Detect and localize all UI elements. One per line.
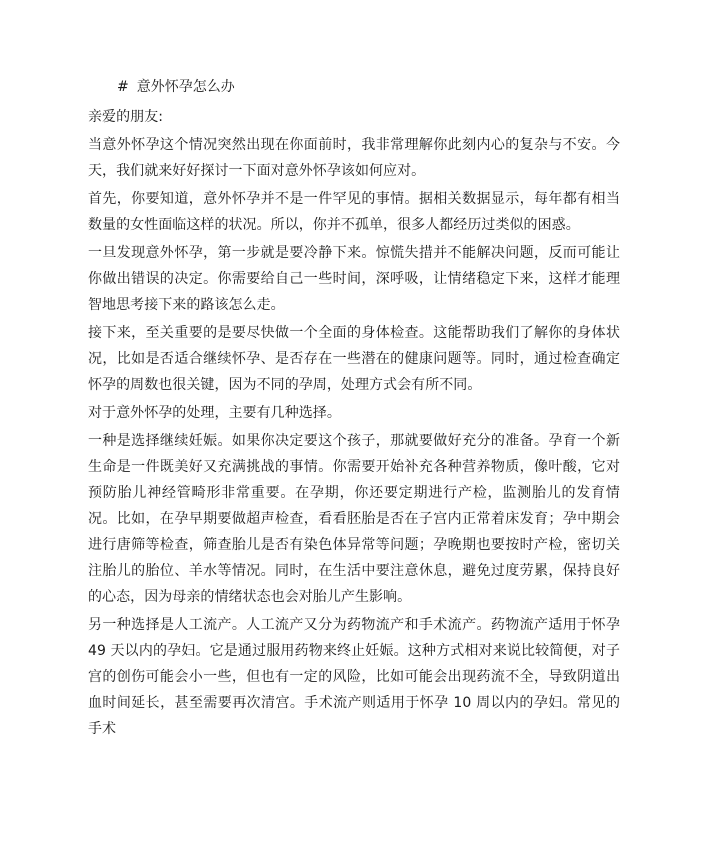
paragraph-continue-pregnancy: 一种是选择继续妊娠。如果你决定要这个孩子，那就要做好充分的准备。孕育一个新生命是一件既美好又充满挑战的事情。你需要开始补充各种营养物质，像叶酸，它对预防胎儿神经管畸形非常重要。在孕期，你还要定期进行产检，监测胎儿的发育情况。比如，在孕早期要做超声检查，看看胚胎是否在子宫内正常着床发育；孕中期会进行唐筛等检查，筛查胎儿是否有染色体异常等问题；孕晚期也要按时产检，密切关注胎儿的胎位、羊水等情况。同时，在生活中要注意休息，避免过度劳累，保持良好的心态，因为母亲的情绪状态也会对胎儿产生影响。: [88, 433, 620, 605]
paragraph-intro: 当意外怀孕这个情况突然出现在你面前时，我非常理解你此刻内心的复杂与不安。今天，我们就来好好探讨一下面对意外怀孕该如何应对。: [88, 137, 620, 179]
paragraph-health-check: 接下来，至关重要的是要尽快做一个全面的身体检查。这能帮助我们了解你的身体状况，比如是否适合继续怀孕、是否存在一些潜在的健康问题等。同时，通过检查确定怀孕的周数也很关键，因为不同的孕周，处理方式会有所不同。: [88, 325, 620, 393]
paragraph-not-rare: 首先，你要知道，意外怀孕并不是一件罕见的事情。据相关数据显示，每年都有相当数量的女性面临这样的状况。所以，你并不孤单，很多人都经历过类似的困惑。: [88, 191, 620, 233]
document-page: [88, 76, 620, 744]
paragraph-abortion: 另一种选择是人工流产。人工流产又分为药物流产和手术流产。药物流产适用于怀孕 49 天以内的孕妇。它是通过服用药物来终止妊娠。这种方式相对来说比较简便，对子宫的创伤可能会小一些，但也有一定的风险，比如可能会出现药流不全，导致阴道出血时间延长，甚至需要再次清宫。手术流产则适用于怀孕 10 周以内的孕妇。常见的手术: [88, 617, 620, 737]
document-title: 意外怀孕怎么办: [136, 79, 235, 95]
greeting: 亲爱的朋友:: [88, 109, 164, 125]
paragraph-stay-calm: 一旦发现意外怀孕，第一步就是要冷静下来。惊慌失措并不能解决问题，反而可能让你做出错误的决定。你需要给自己一些时间，深呼吸，让情绪稳定下来，这样才能理智地思考接下来的路该怎么走。: [88, 245, 620, 313]
paragraph-options: 对于意外怀孕的处理，主要有几种选择。: [88, 405, 341, 421]
document-heading: [88, 76, 620, 98]
heading-marker: #: [117, 79, 129, 95]
